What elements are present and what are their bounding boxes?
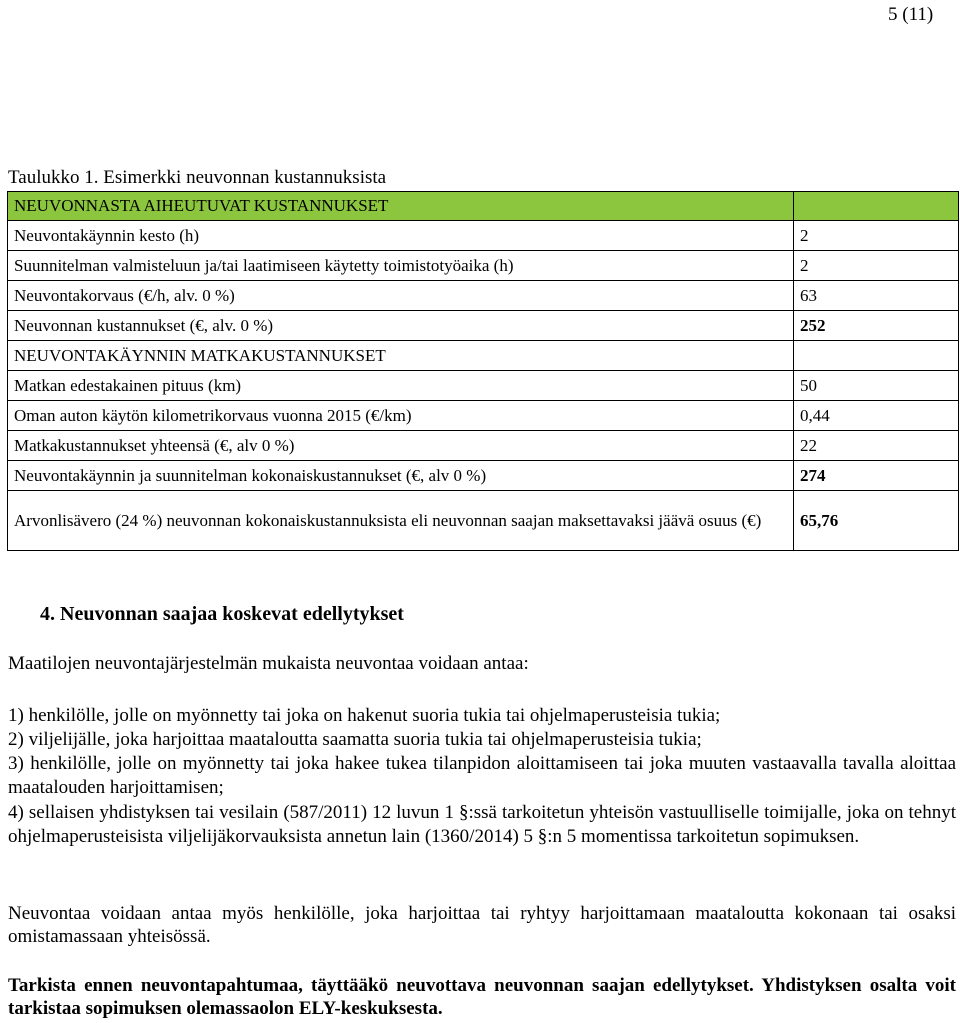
table-caption: Taulukko 1. Esimerkki neuvonnan kustannuksista (8, 167, 387, 188)
list-item: 3) henkilölle, jolle on myönnetty tai joka hakee tukea tilanpidon aloittamiseen tai joka muuten vastaavalla tavalla aloittaa maatalouden harjoittamisen; (8, 753, 956, 798)
table-row (8, 221, 959, 251)
label-cell: Matkan edestakainen pituus (km) (8, 371, 794, 401)
value-cell (794, 192, 959, 221)
table-row (8, 311, 959, 341)
value-cell: 252 (794, 311, 959, 341)
value-cell (794, 341, 959, 371)
value-cell: 50 (794, 371, 959, 401)
value-cell: 2 (794, 221, 959, 251)
table-row (8, 431, 959, 461)
list-item: 4) sellaisen yhdistyksen tai vesilain (587/2011) 12 luvun 1 §:ssä tarkoitetun yhteisön vastuulliselle toimijalle, joka on tehnyt ohjelmaperusteisista viljelijäkorvauksista annetun lain (1360/2014) 5 §:n 5 momentissa tarkoitetun sopimuksen. (8, 802, 956, 847)
cost-table (7, 191, 959, 551)
table-row (8, 281, 959, 311)
label-cell: Neuvontakorvaus (€/h, alv. 0 %) (8, 281, 794, 311)
list-item: 2) viljelijälle, joka harjoittaa maataloutta saamatta suoria tukia tai ohjelmaperusteisia tukia; (8, 729, 702, 750)
table-row (8, 341, 959, 371)
label-cell: Suunnitelman valmisteluun ja/tai laatimiseen käytetty toimistotyöaika (h) (8, 251, 794, 281)
value-cell: 2 (794, 251, 959, 281)
table-row (8, 371, 959, 401)
body-paragraph: Neuvontaa voidaan antaa myös henkilölle, joka harjoittaa tai ryhtyy harjoittamaan maataloutta kokonaan tai osaksi omistamassaan yhteisössä. (8, 903, 956, 947)
table-row (8, 251, 959, 281)
table-row (8, 461, 959, 491)
section-header-cell: NEUVONNASTA AIHEUTUVAT KUSTANNUKSET (8, 192, 794, 221)
label-cell: Arvonlisävero (24 %) neuvonnan kokonaiskustannuksista eli neuvonnan saajan maksettavaksi jäävä osuus (€) (8, 491, 794, 551)
label-cell: Neuvonnan kustannukset (€, alv. 0 %) (8, 311, 794, 341)
intro-text: Maatilojen neuvontajärjestelmän mukaista neuvontaa voidaan antaa: (8, 653, 529, 674)
list-item: 1) henkilölle, jolle on myönnetty tai joka on hakenut suoria tukia tai ohjelmaperusteisia tukia; (8, 705, 721, 726)
table-row (8, 491, 959, 551)
value-cell: 274 (794, 461, 959, 491)
section-header-cell: NEUVONTAKÄYNNIN MATKAKUSTANNUKSET (8, 341, 794, 371)
note-paragraph: Tarkista ennen neuvontapahtumaa, täyttääkö neuvottava neuvonnan saajan edellytykset. Yhdistyksen osalta voit tarkistaa sopimuksen olemassaolon ELY-keskuksesta. (8, 975, 956, 1019)
table-row (8, 401, 959, 431)
table-row (8, 192, 959, 221)
value-cell: 65,76 (794, 491, 959, 551)
label-cell: Oman auton käytön kilometrikorvaus vuonna 2015 (€/km) (8, 401, 794, 431)
label-cell: Neuvontakäynnin ja suunnitelman kokonaiskustannukset (€, alv 0 %) (8, 461, 794, 491)
label-cell: Neuvontakäynnin kesto (h) (8, 221, 794, 251)
value-cell: 63 (794, 281, 959, 311)
value-cell: 22 (794, 431, 959, 461)
label-cell: Matkakustannukset yhteensä (€, alv 0 %) (8, 431, 794, 461)
section-heading: 4. Neuvonnan saajaa koskevat edellytykset (40, 603, 404, 625)
value-cell: 0,44 (794, 401, 959, 431)
page-number: 5 (11) (888, 4, 934, 25)
